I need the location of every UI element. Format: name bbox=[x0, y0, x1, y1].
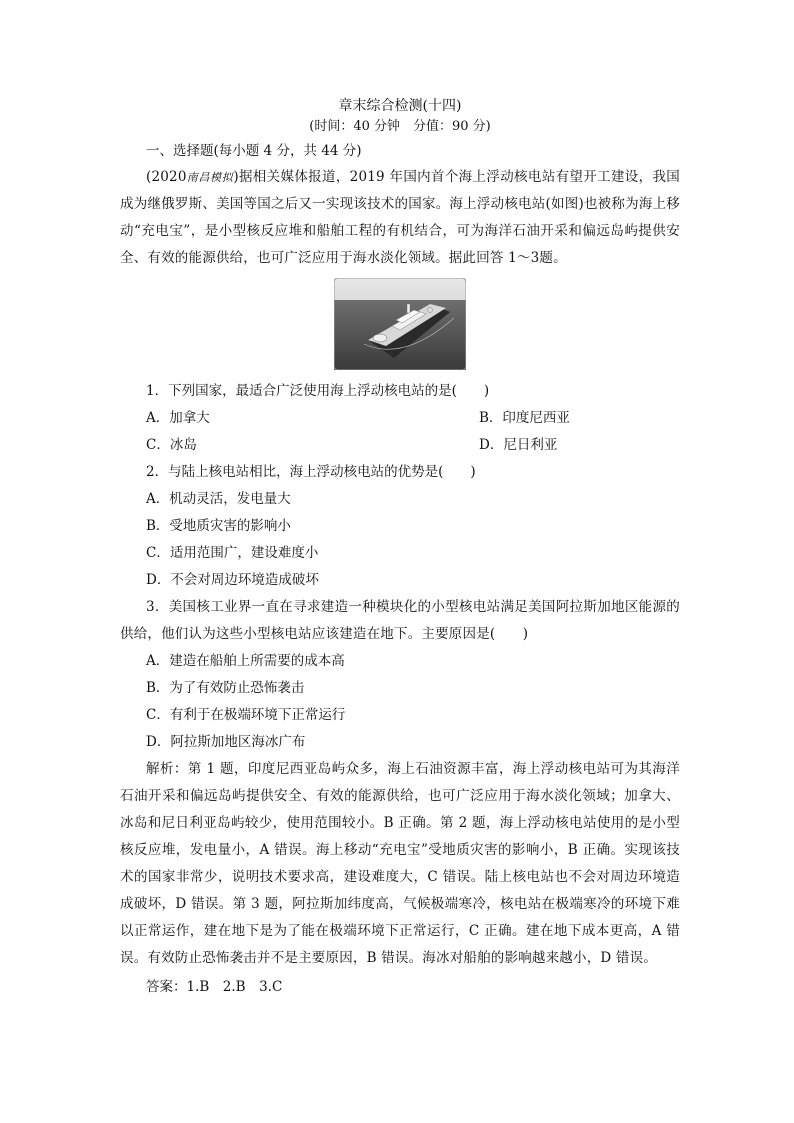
intro-source: (2020 bbox=[146, 169, 187, 185]
question-1-stem: 1．下列国家，最适合广泛使用海上浮动核电站的是( ) bbox=[146, 383, 490, 399]
question-3-stem: 3．美国核工业界一直在寻求建造一种模块化的小型核电站满足美国阿拉斯加地区能源的供给，他们认为这些小型核电站应该建造在地下。主要原因是( ) bbox=[120, 599, 680, 642]
question-1-option-c: C．冰岛 bbox=[146, 437, 197, 453]
question-3-option-c: C．有利于在极端环境下正常运行 bbox=[146, 707, 346, 723]
question-1-options-row-2 bbox=[120, 432, 680, 459]
answer-line: 答案：1.B 2.B 3.C bbox=[146, 979, 283, 995]
section-heading: 一、选择题(每小题 4 分，共 44 分) bbox=[146, 143, 362, 159]
page-title: 章末综合检测(十四) bbox=[338, 98, 462, 114]
question-1-option-d: D．尼日利亚 bbox=[479, 437, 558, 453]
question-1-option-a: A．加拿大 bbox=[146, 410, 210, 426]
analysis-paragraph: 解析：第 1 题，印度尼西亚岛屿众多，海上石油资源丰富，海上浮动核电站可为其海洋石油开采和偏远岛屿提供安全、有效的能源供给，也可广泛应用于海水淡化领域；加拿大、冰岛和尼日利亚岛屿较少，使用范围较小。B 正确。第 2 题，海上浮动核电站使用的是小型核反应堆，发电量小，A 错误。海上移动“充电宝”受地质灾害的影响小，B 正确。实现该技术的国家非常少，说明技术要求高，建设难度大，C 错误。陆上核电站也不会对周边环境造成破坏，D 错误。第 3 题，阿拉斯加纬度高，气候极端寒冷，核电站在极端寒冷的环境下难以正常运作，建在地下是为了能在极端环境下正常运行，C 正确。建在地下成本更高，A 错误。有效防止恐怖袭击并不是主要原因，B 错误。海冰对船舶的影响越来越小，D 错误。 bbox=[120, 761, 680, 966]
intro-source-close: ) bbox=[233, 169, 239, 185]
intro-paragraph bbox=[120, 164, 680, 272]
question-3-option-b: B．为了有效防止恐怖袭击 bbox=[146, 680, 305, 696]
intro-text: 据相关媒体报道，2019 年国内首个海上浮动核电站有望开工建设，我国成为继俄罗斯、美国等国之后又一实现该技术的国家。海上浮动核电站(如图)也被称为海上移动“充电宝”，是小型核反应堆和船舶工程的有机结合，可为海洋石油开采和偏远岛屿提供安全、有效的能源供给，也可广泛应用于海水淡化领域。据此回答 1～3题。 bbox=[120, 169, 681, 266]
question-1-options-row-1 bbox=[120, 405, 680, 432]
question-3-option-a: A．建造在船舶上所需要的成本高 bbox=[146, 653, 345, 669]
question-2-option-c: C．适用范围广，建设难度小 bbox=[146, 545, 319, 561]
document-page bbox=[120, 96, 680, 1001]
question-2-option-a: A．机动灵活，发电量大 bbox=[146, 491, 291, 507]
question-2-stem: 2．与陆上核电站相比，海上浮动核电站的优势是( ) bbox=[146, 464, 476, 480]
question-2-option-d: D．不会对周边环境造成破坏 bbox=[146, 572, 319, 588]
floating-nuclear-power-ship-photo bbox=[334, 278, 466, 370]
question-3-option-d: D．阿拉斯加地区海冰广布 bbox=[146, 734, 306, 750]
question-1-option-b: B．印度尼西亚 bbox=[479, 410, 570, 426]
page-subtitle: (时间：40 分钟 分值：90 分) bbox=[309, 119, 491, 134]
exam-tag: 南昌模拟 bbox=[186, 171, 234, 184]
question-2-option-b: B．受地质灾害的影响小 bbox=[146, 518, 291, 534]
